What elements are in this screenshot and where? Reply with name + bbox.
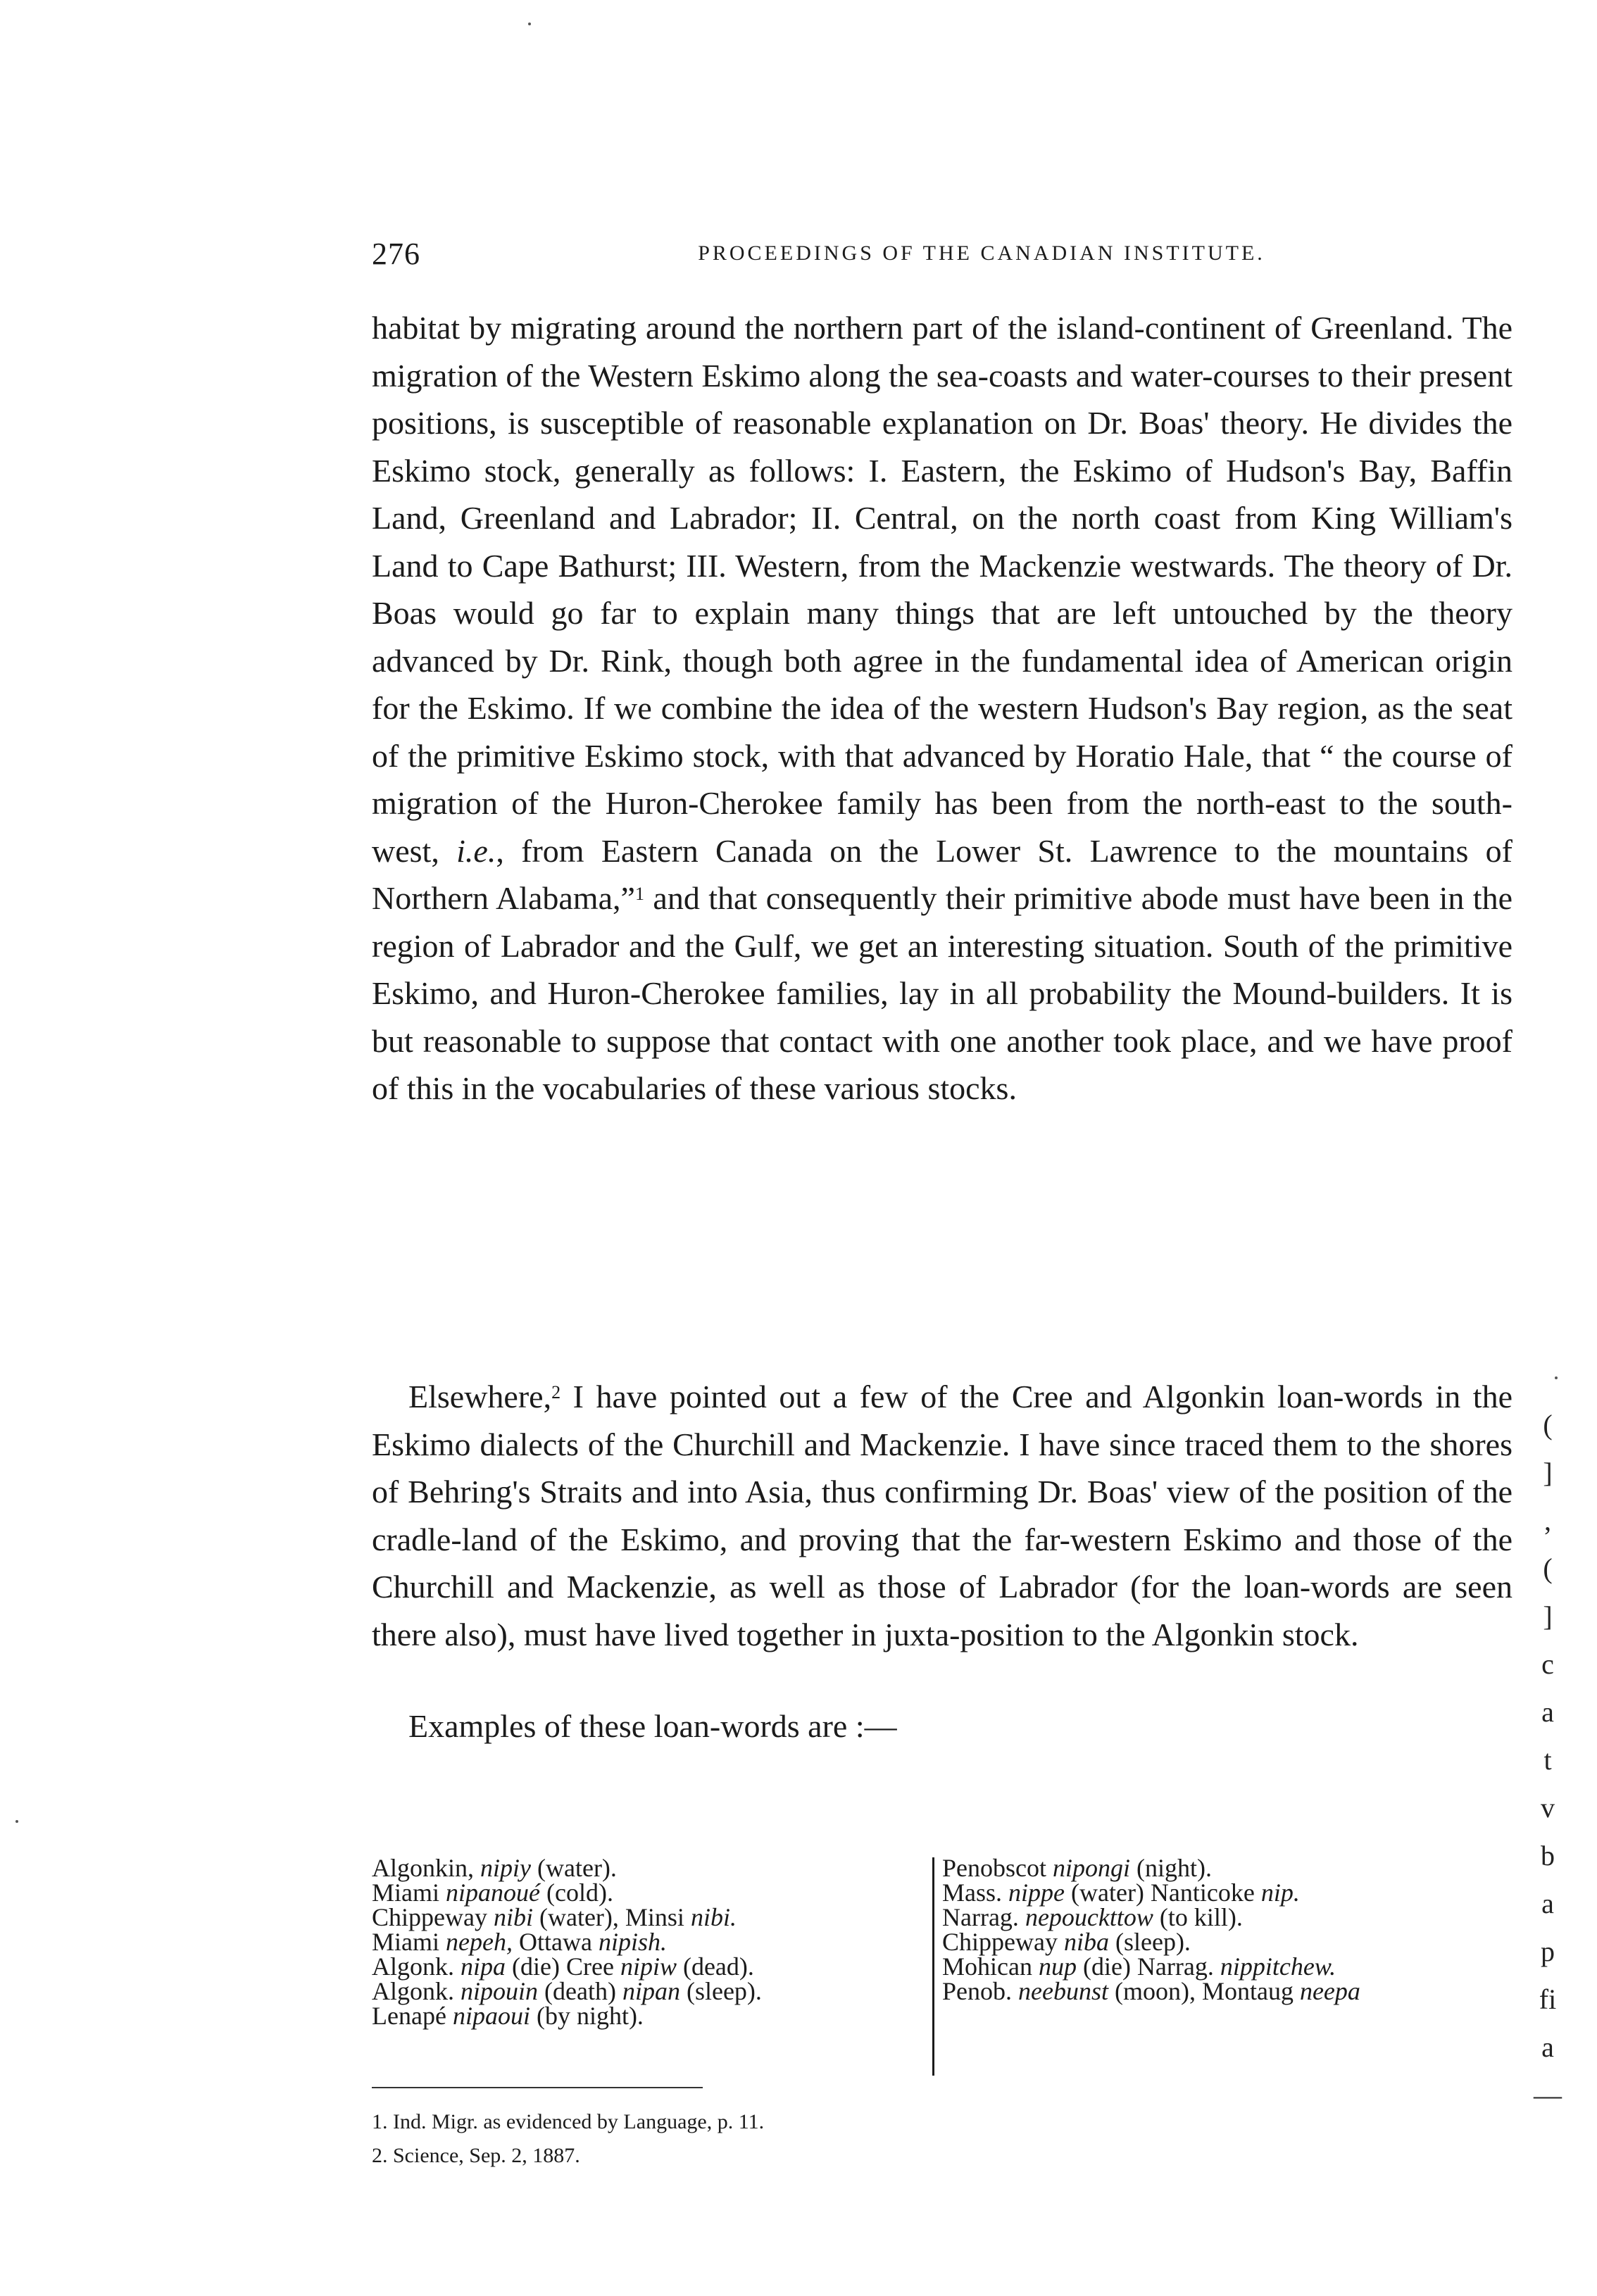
scan-speck	[15, 1820, 18, 1823]
paragraph-1-text-end: and that consequently their primitive abode must have been in the region of Labrador and the Gulf, we get an interesting situation. South of the primitive Eskimo, and Huron-Cherokee families, lay in all probability the Mound-builders. It is but reasonable to suppose that contact with one another took place, and we have proof of this in the vocabularies of these various stocks.	[372, 880, 1513, 1106]
paragraph-3	[372, 1702, 1513, 1750]
page-number: 276	[372, 237, 420, 271]
italic-ie: i.e.	[456, 832, 496, 869]
paragraph-2-text: I have pointed out a few of the Cree and Algonkin loan-words in the Eskimo dialects of the Churchill and Mackenzie. I have since traced them to the shores of Behring's Straits and into Asia, thus confirming Dr. Boas' view of the position of the cradle-land of the Eskimo, and proving that the far-western Eskimo and those of the Churchill and Mackenzie, as well as those of Labrador (for the loan-words are seen there also), must have lived together in juxta-position to the Algonkin stock.	[372, 1379, 1513, 1652]
loan-word-entry: Miami nipanoué (cold).	[372, 1878, 613, 1907]
paragraph-2-start: Elsewhere,	[408, 1379, 552, 1414]
loan-word-entry: Narrag. nepouckttow (to kill).	[942, 1903, 1243, 1931]
loan-word-entry: Algonk. nipa (die) Cree nipiw (dead).	[372, 1952, 754, 1981]
page-header	[372, 236, 1507, 278]
loan-word-entry: Chippeway nibi (water), Minsi nibi.	[372, 1903, 737, 1931]
margin-bleed-through: ( ] , ( ] c a t v b a p fi a —	[1534, 1409, 1562, 2111]
loan-word-entry: Penob. neebunst (moon), Montaug neepa	[942, 1977, 1360, 2005]
paragraph-1	[372, 304, 1513, 1112]
scan-speck	[1555, 1376, 1558, 1379]
examples-intro: Examples of these loan-words are :—	[408, 1708, 897, 1744]
loan-word-entry: Chippeway niba (sleep).	[942, 1928, 1191, 1956]
loan-words-table	[372, 1856, 1527, 2060]
footnote-ref-2: 2	[551, 1382, 561, 1403]
loan-word-entry: Mass. nippe (water) Nanticoke nip.	[942, 1878, 1300, 1907]
loan-words-left-column	[372, 1856, 921, 2028]
scan-speck	[528, 23, 531, 25]
loan-word-entry: Miami nepeh, Ottawa nipish.	[372, 1928, 667, 1956]
loan-word-entry: Mohican nup (die) Narrag. nippitchew.	[942, 1952, 1336, 1981]
paragraph-2	[372, 1373, 1513, 1658]
footnote-rule	[372, 2087, 703, 2088]
footnote-2: 2. Science, Sep. 2, 1887.	[372, 2144, 580, 2167]
loan-word-entry: Algonkin, nipiy (water).	[372, 1854, 617, 1882]
running-head: PROCEEDINGS OF THE CANADIAN INSTITUTE.	[698, 241, 1265, 265]
paragraph-1-text-after: , from Eastern Canada on the Lower St. Lawrence to the mountains of Northern Alabama,”	[372, 832, 1513, 916]
footnotes	[372, 2105, 1217, 2173]
paragraph-1-text: habitat by migrating around the northern part of the island-continent of Greenland. The migration of the Western Eskimo along the sea-coasts and water-courses to their present positions, is susceptible of reasonable explanation on Dr. Boas' theory. He divides the Eskimo stock, generally as follows: I. Eastern, the Eskimo of Hudson's Bay, Baffin Land, Greenland and Labrador; II. Central, on the north coast from King William's Land to Cape Bathurst; III. Western, from the Mackenzie westwards. The theory of Dr. Boas would go far to explain many things that are left untouched by the theory advanced by Dr. Rink, though both agree in the fundamental idea of American origin for the Eskimo. If we combine the idea of the western Hudson's Bay region, as the seat of the primitive Eskimo stock, with that advanced by Horatio Hale, that “ the course of migration of the Huron-Cherokee family has been from the north-east to the south-west,	[372, 310, 1513, 869]
loan-words-right-column	[928, 1856, 1527, 2004]
footnote-ref-1: 1	[634, 884, 644, 904]
loan-word-entry: Penobscot nipongi (night).	[942, 1854, 1212, 1882]
loan-word-entry: Algonk. nipouin (death) nipan (sleep).	[372, 1977, 762, 2005]
loan-word-entry: Lenapé nipaoui (by night).	[372, 2002, 644, 2030]
footnote-1: 1. Ind. Migr. as evidenced by Language, p. 11.	[372, 2110, 765, 2133]
